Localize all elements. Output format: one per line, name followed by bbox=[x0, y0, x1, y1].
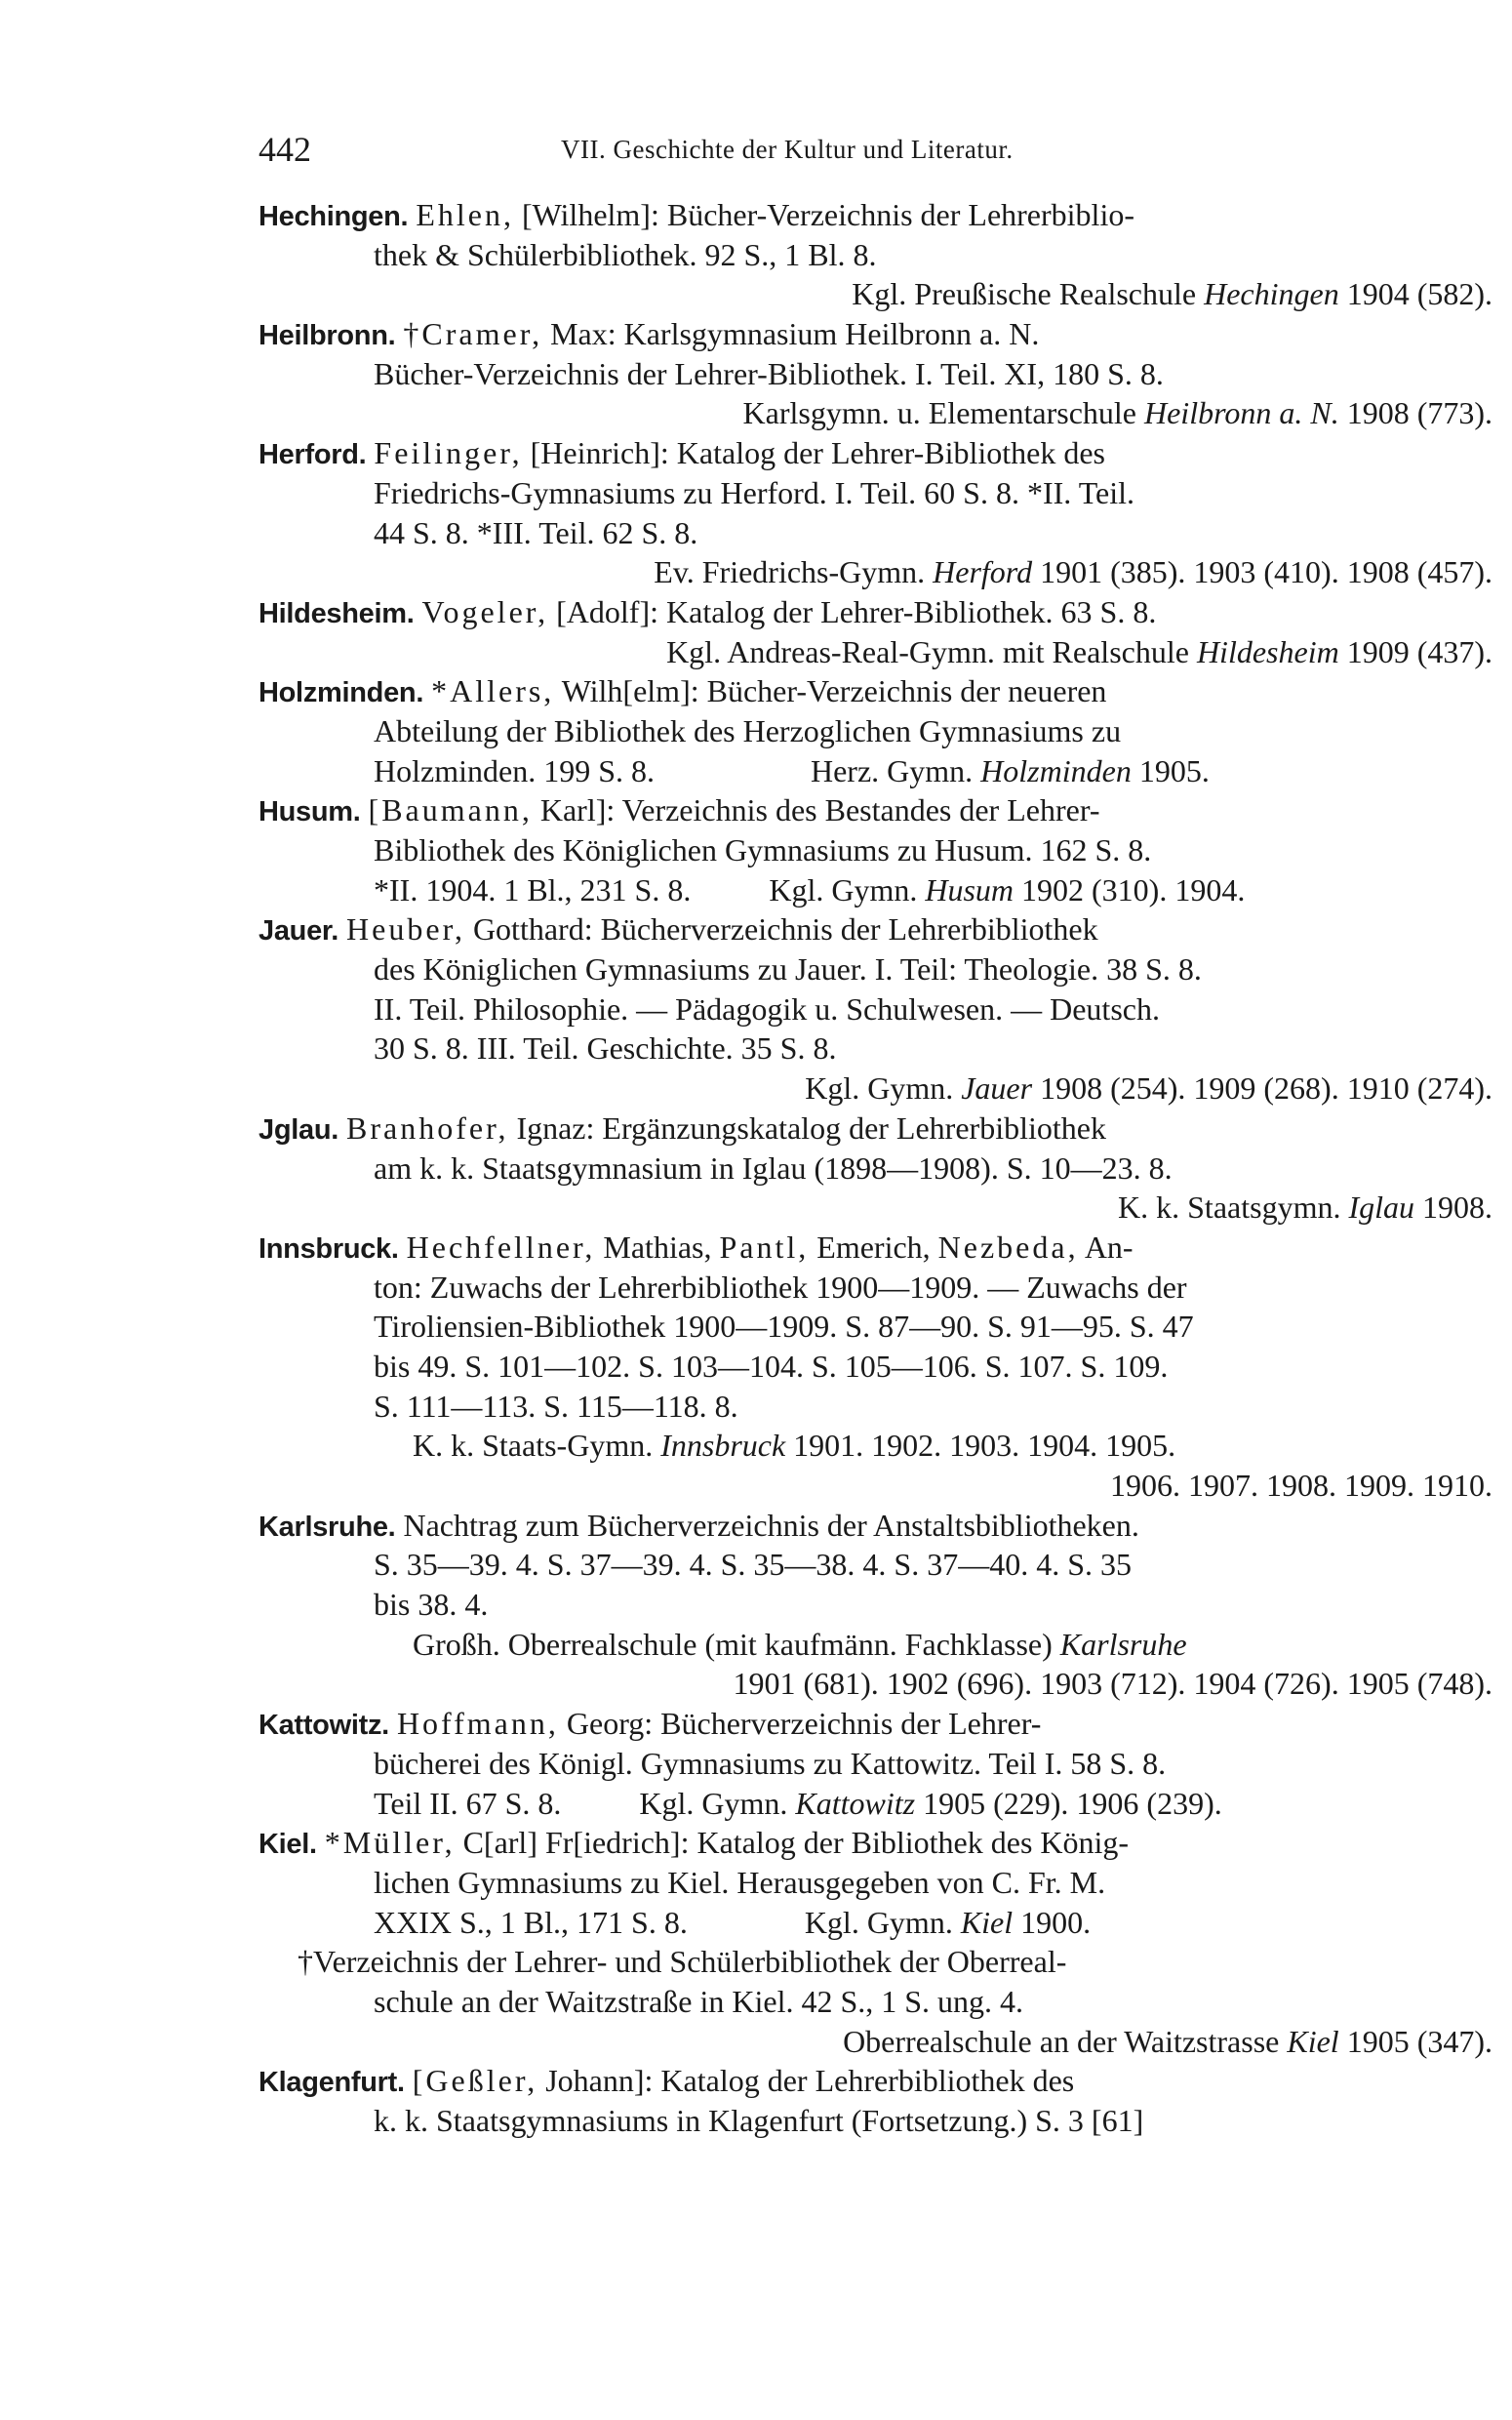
entry-iglau: Jglau. Branhofer, Ignaz: Ergänzungskatalog der Lehrerbibliothek bbox=[259, 1109, 1106, 1146]
running-title: VII. Geschichte der Kultur und Literatur. bbox=[561, 135, 1014, 164]
entry-holzminden: Holzminden. *Allers, Wilh[elm]: Bücher-Verzeichnis der neueren bbox=[259, 673, 1107, 709]
page-number: 442 bbox=[259, 130, 311, 169]
page-header bbox=[259, 125, 1497, 183]
entry-karlsruhe: Karlsruhe. Nachtrag zum Bücherverzeichnis der Anstaltsbibliotheken. bbox=[259, 1507, 1139, 1543]
entry-herford: Herford. Feilinger, [Heinrich]: Katalog der Lehrer-Bibliothek des bbox=[259, 435, 1105, 471]
entry-jauer: Jauer. Heuber, Gotthard: Bücherverzeichnis der Lehrerbibliothek bbox=[259, 911, 1098, 948]
entry-kattowitz: Kattowitz. Hoffmann, Georg: Bücherverzeichnis der Lehrer- bbox=[259, 1706, 1042, 1742]
entry-hechingen: Hechingen. Ehlen, [Wilhelm]: Bücher-Verzeichnis der Lehrerbiblio- bbox=[259, 197, 1134, 232]
bibliography-text: Hechingen. Ehlen, [Wilhelm]: Bücher-Verzeichnis der Lehrerbiblio- thek & Schülerbibliothek. 92 S., 1 Bl. 8. Kgl. Preußische Realschule Hechingen 1904 (582). Heilbronn. †Cramer, Max: Karlsgymnasium Heilbronn a. N. Bücher-Verzeichnis der Lehrer-Bibliothek. I. Teil. XI, 180 S. 8. Karlsgymn. u. Elementarschule Heilbronn a. N. 1908 (773). Herford. Feilinger, [Heinrich]: Katalog der Lehrer-Bibliothek des Friedrichs-Gymnasiums zu Herford. I. Teil. 60 S. 8. *II. Teil. 44 S. 8. *III. Teil. 62 S. 8. Ev. Friedrichs-Gymn. Herford 1901 (385). 1903 (410). 1908 (457). Hildesheim. Vogeler, [Adolf]: Katalog der Lehrer-Bibliothek. 63 S. 8. Kgl. Andreas-Real-Gymn. mit Realschule Hildesheim 1909 (437). Holzminden. *Allers, Wilh[elm]: Bücher-Verzeichnis der neueren Abteilung der Bibliothek des Herzoglichen Gymnasiums zu Holzminden. 199 S. 8. Herz. Gymn. Holzminden 1905. Husum. [Baumann, Karl]: Verzeichnis des Bestandes der Lehrer- Bibliothek des Königlichen Gymnasiums zu Husum. 162 S. 8. *II. 1904. 1 Bl., 231 S. 8. Kgl. Gymn. Husum 1902 (310). 1904. Jauer. Heuber, Gotthard: Bücherverzeichnis der Lehrerbibliothek des Königlichen Gymnasiums zu Jauer. I. Teil: Theologie. 38 S. 8. II. Teil. Philosophie. — Pädagogik u. Schulwesen. — Deutsch. 30 S. 8. III. Teil. Geschichte. 35 S. 8. Kgl. Gymn. Jauer 1908 (254). 1909 (268). 1910 (274). Jglau. Branhofer, Ignaz: Ergänzungskatalog der Lehrerbibliothek am k. k. Staatsgymnasium in Iglau (1898—1908). S. 10—23. 8. K. k. Staatsgymn. Iglau 1908. Innsbruck. Hechfellner, Mathias, Pantl, Emerich, Nezbeda, An- ton: Zuwachs der Lehrerbibliothek 1900—1909. — Zuwachs der Tiroliensien-Bibliothek 1900—1909. S. 87—90. S. 91—95. S. 47 bis 49. S. 101—102. S. 103—104. S. 105—106. S. 107. S. 109. S. 111—113. S. 115—118. 8. K. k. Staats-Gymn. Innsbruck 1901. 1902. 1903. 1904. 1905. 1906. 1907. 1908. 1909. 1910. Karlsruhe. Nachtrag zum Bücherverzeichnis der Anstaltsbibliotheken. S. 35—39. 4. S. 37—39. 4. S. 35—38. 4. S. 37—40. 4. S. 35 bis 38. 4. Großh. Oberrealschule (mit kaufmänn. Fachklasse) Karlsruhe 1901 (681). 1902 (696). 1903 (712). 1904 (726). 1905 (748). Kattowitz. Hoffmann, Georg: Bücherverzeichnis der Lehrer- bücherei des Königl. Gymnasiums zu Kattowitz. Teil I. 58 S. 8. Teil II. 67 S. 8. Kgl. Gymn. Kattowitz 1905 (229). 1906 (239). Kiel. *Müller, C[arl] Fr[iedrich]: Katalog der Bibliothek des König- lichen Gymnasiums zu Kiel. Herausgegeben von C. Fr. M. XXIX S., 1 Bl., 171 S. 8. Kgl. Gymn. Kiel 1900. †Verzeichnis der Lehrer- und Schülerbibliothek der Oberreal- schule an der Waitzstraße in Kiel. 42 S., 1 S. ung. 4. Oberrealschule an der Waitzstrasse Kiel 1905 (347). Klagenfurt. [Geßler, Johann]: Katalog der Lehrerbibliothek des k. k. Staatsgymnasiums in Klagenfurt (Fortsetzung.) S. 3 [61] bbox=[259, 197, 1492, 2138]
entry-hildesheim: Hildesheim. Vogeler, [Adolf]: Katalog der Lehrer-Bibliothek. 63 S. 8. bbox=[259, 593, 1157, 629]
entry-klagenfurt: Klagenfurt. [Geßler, Johann]: Katalog der Lehrerbibliothek des bbox=[259, 2063, 1075, 2099]
entry-husum: Husum. [Baumann, Karl]: Verzeichnis des Bestandes der Lehrer- bbox=[259, 792, 1100, 828]
entry-heilbronn: Heilbronn. †Cramer, Max: Karlsgymnasium Heilbronn a. N. bbox=[259, 316, 1040, 352]
entry-innsbruck: Innsbruck. Hechfellner, Mathias, Pantl, Emerich, Nezbeda, An- bbox=[259, 1229, 1134, 1265]
entry-kiel: Kiel. *Müller, C[arl] Fr[iedrich]: Katalog der Bibliothek des König- bbox=[259, 1825, 1130, 1861]
